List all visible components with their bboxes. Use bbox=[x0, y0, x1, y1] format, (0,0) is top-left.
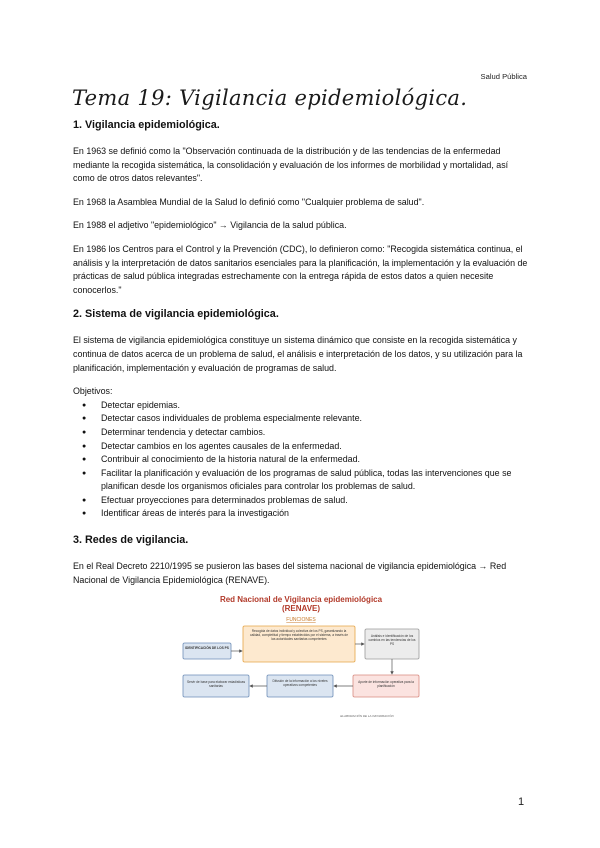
box-identification-text: IDENTIFICACIÓN DE LOS PS bbox=[185, 646, 229, 651]
section-1-paragraph: En 1968 la Asamblea Mundial de la Salud lo definió como "Cualquier problema de salud". bbox=[73, 196, 425, 207]
section-3-paragraph: En el Real Decreto 2210/1995 se pusieron las bases del sistema nacional de vigilancia epidemiológica → Red Nacional de Vigilancia Epidemiológica (RENAVE). bbox=[73, 561, 507, 585]
objective-item: ● Detectar cambios en los agentes causales de la enfermedad. bbox=[73, 440, 529, 454]
objectives-title: Objetivos: bbox=[73, 386, 113, 397]
diagram-title-acronym: (RENAVE) bbox=[281, 604, 321, 614]
page-number: 1 bbox=[518, 796, 525, 808]
box-analysis-text: Análisis e identificación de los cambios en las tendencias de los PS bbox=[368, 634, 416, 647]
page-header: Salud Pública bbox=[480, 72, 527, 81]
objective-item: ● Identificar áreas de interés para la investigación bbox=[73, 507, 529, 521]
objective-item: ● Contribuir al conocimiento de la historia natural de la enfermedad. bbox=[73, 453, 529, 467]
document-body bbox=[73, 118, 529, 723]
section-3-heading: 3. Redes de vigilancia. bbox=[73, 534, 189, 547]
objective-item: ● Efectuar proyecciones para determinados problemas de salud. bbox=[73, 494, 529, 508]
renave-diagram bbox=[181, 593, 421, 723]
objective-item: ● Facilitar la planificación y evaluación de los programas de salud pública, todas las intervenciones que se planifican desde los organismos oficiales para controlar los problemas de salud. bbox=[73, 467, 529, 494]
diagram-subtitle: FUNCIONES bbox=[286, 617, 316, 624]
box-diffusion-text: Difusión de la información a los niveles operativos competentes bbox=[272, 679, 328, 688]
section-2-intro: El sistema de vigilancia epidemiológica constituye un sistema dinámico que consiste en la recogida sistemática y continua de datos acerca de un problema de salud, el análisis e interpretación de los datos, y su utilización para la planificación, implementación y evaluación de programas de salud. bbox=[73, 335, 523, 373]
objective-item: ● Detectar casos individuales de problema especialmente relevante. bbox=[73, 412, 529, 426]
objectives-list bbox=[73, 399, 529, 521]
section-1-heading: 1. Vigilancia epidemiológica. bbox=[73, 119, 220, 131]
section-1-paragraph: En 1988 el adjetivo "epidemiológico" → Vigilancia de la salud pública. bbox=[73, 220, 347, 231]
objective-item: ● Detectar epidemias. bbox=[73, 399, 529, 413]
box-planning-text: Aporte de información operativa para la planificación bbox=[358, 680, 414, 689]
diagram-caption: ELABORACIÓN DE LA INFORMACIÓN bbox=[340, 714, 394, 719]
section-1-paragraph: En 1963 se definió como la "Observación continuada de la distribución y de las tendencias de la enfermedad mediante la recogida sistemática, la consolidación y evaluación de los informes de morbilidad y mortalidad, así como de otros datos relevantes". bbox=[73, 146, 509, 184]
box-collection-text: Recogida de datos individual y colectiva de los PS, garantizando la calidad, completitud y tiempo establecidos por el sistema, a través de las autoridades sanitarias competentes bbox=[250, 629, 348, 642]
page-title: Tema 19: Vigilancia epidemiológica. bbox=[72, 86, 468, 110]
box-database-text: Servir de base para elaborar estadísticas sanitarias bbox=[186, 680, 246, 689]
renave-diagram-svg bbox=[181, 593, 421, 723]
section-1-paragraph: En 1986 los Centros para el Control y la Prevención (CDC), lo definieron como: "Recogida sistemática continua, el análisis y la interpretación de datos sanitarios esenciales para la planificación, la implementación y la evaluación de prácticas de salud pública integradas estrechamente con la entrega rápida de estos datos a quien necesite conocerlos." bbox=[73, 243, 528, 295]
section-2-heading: 2. Sistema de vigilancia epidemiológica. bbox=[73, 308, 279, 321]
objective-item: ● Determinar tendencia y detectar cambios. bbox=[73, 426, 529, 440]
diagram-title: Red Nacional de Vigilancia epidemiológica bbox=[219, 595, 383, 605]
